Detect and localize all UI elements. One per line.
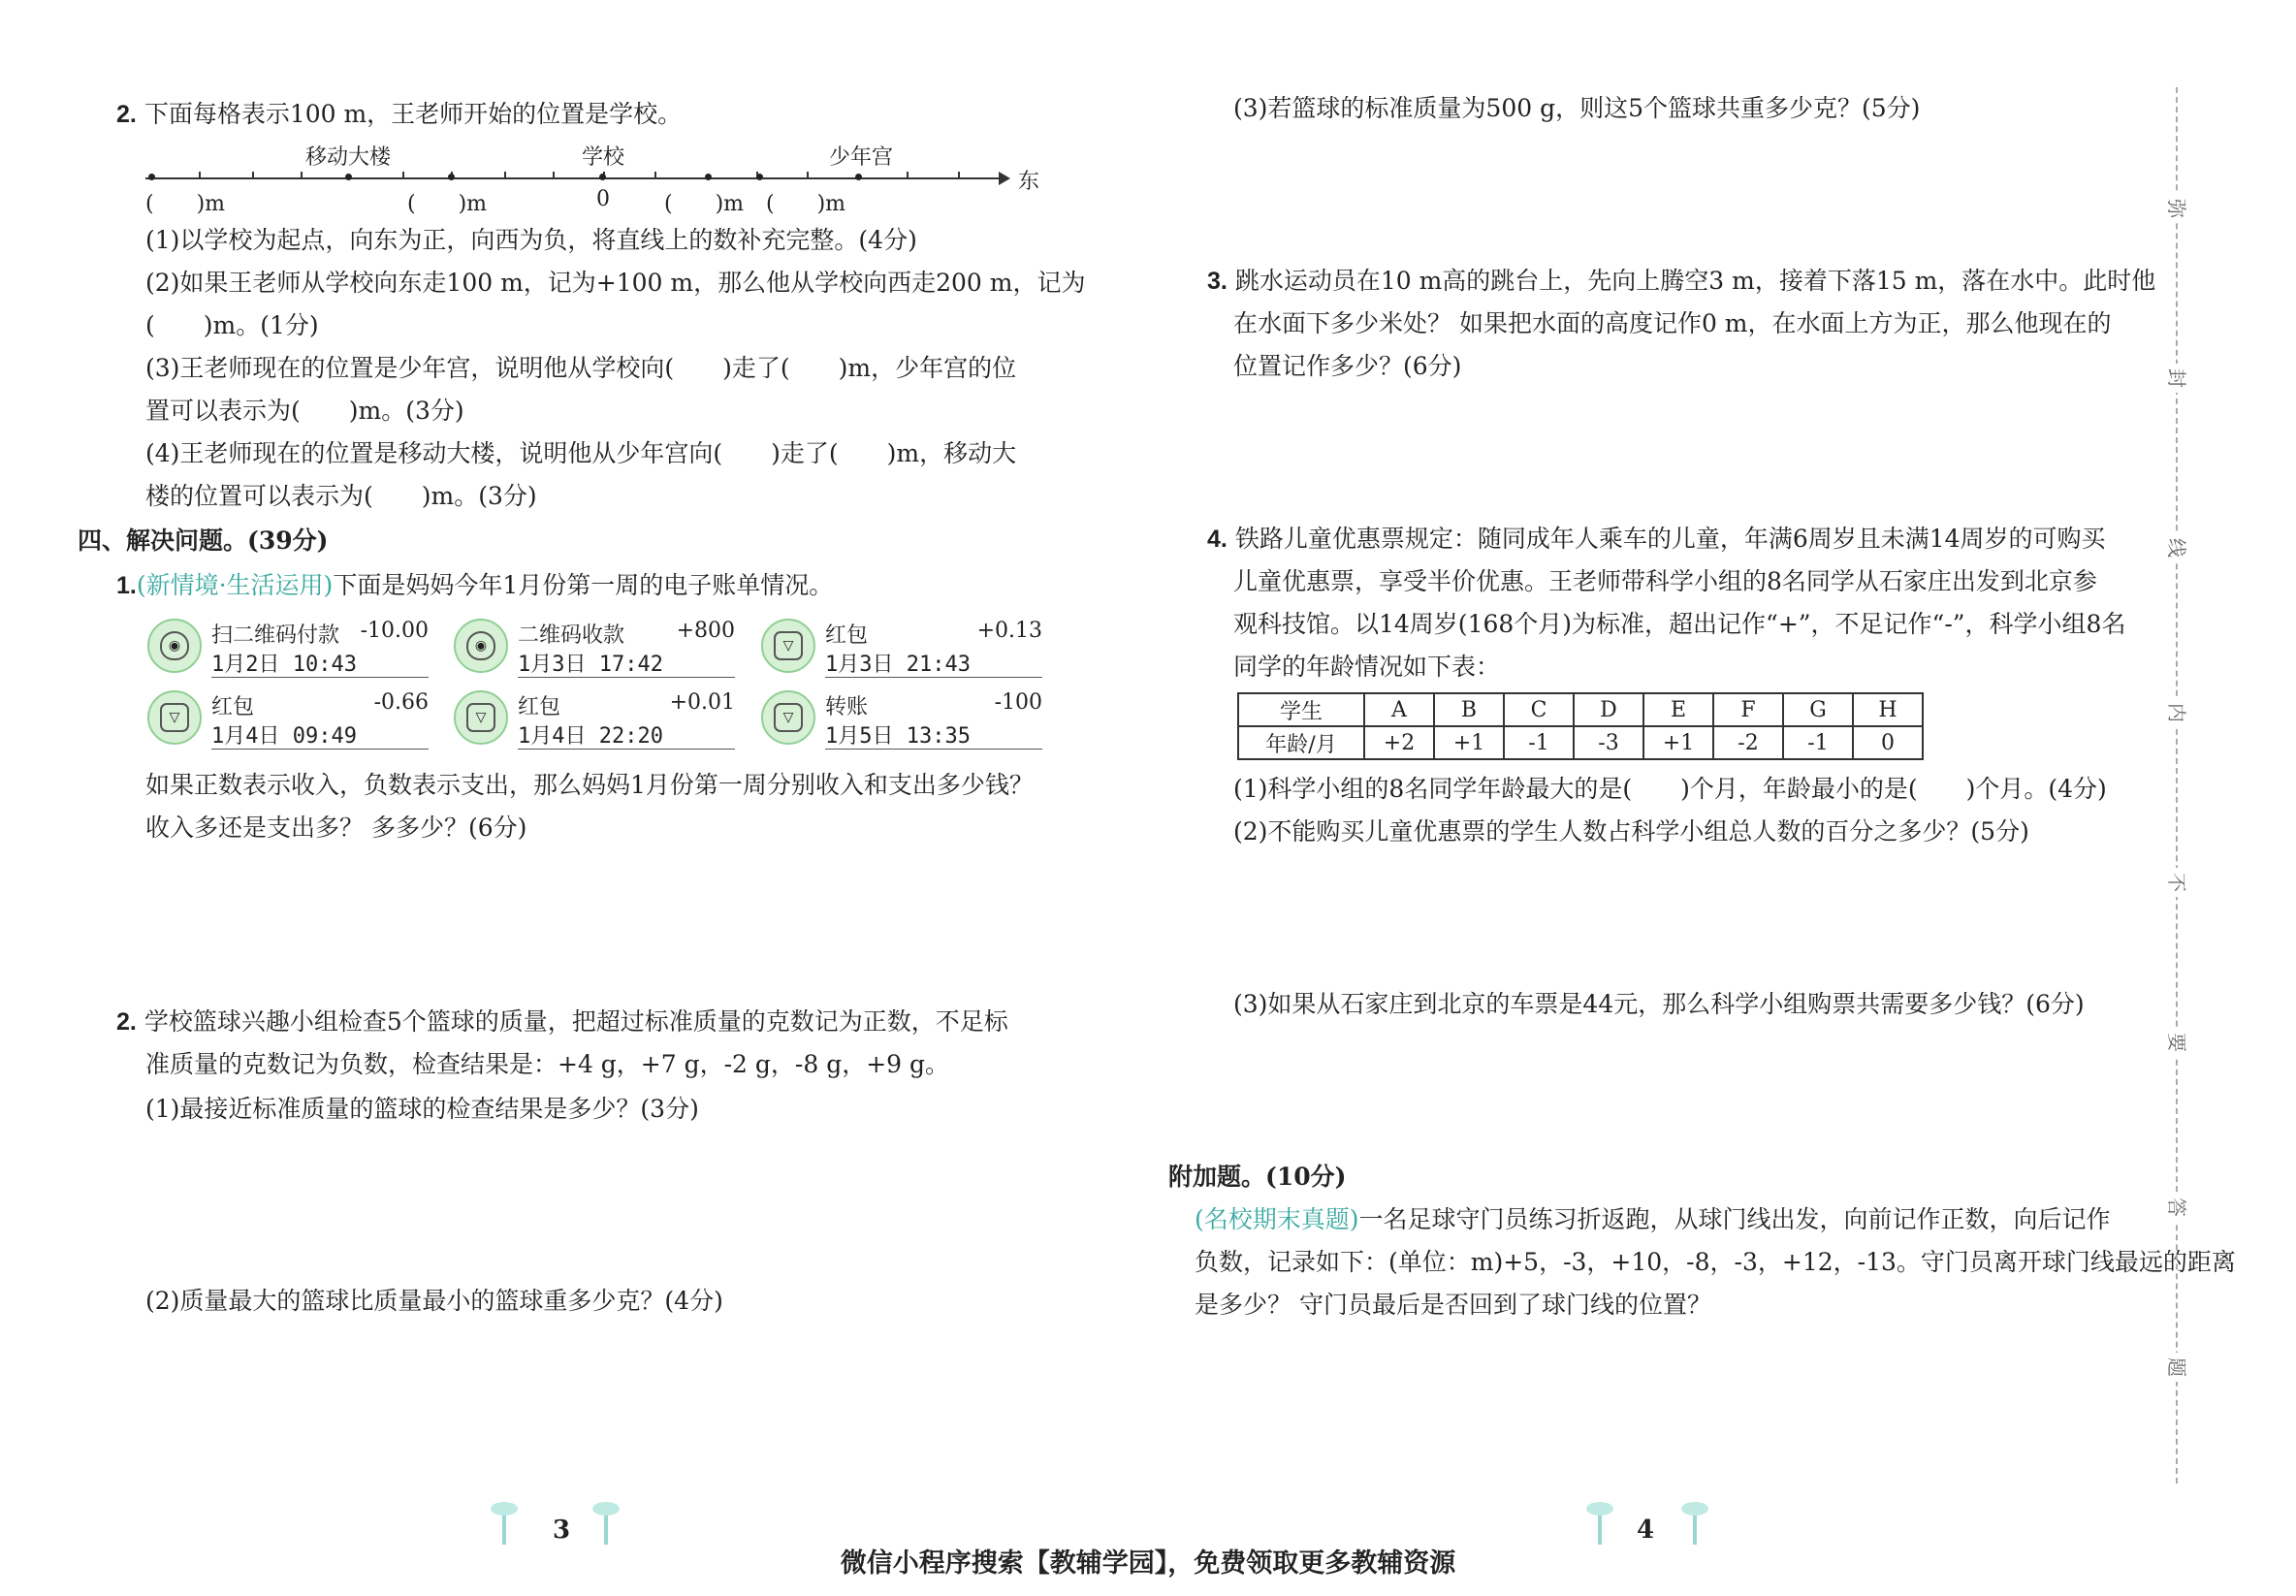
red-envelope-icon: ▽ — [454, 690, 508, 745]
section-4-title: 四、解决问题。(39分) — [78, 527, 329, 555]
footer-banner: 微信小程序搜索【教辅学园】，免费领取更多教辅资源 — [840, 1548, 1456, 1579]
red-envelope-icon: ▽ — [147, 690, 202, 745]
p1-ask2: 收入多还是支出多？ 多多少？(6分) — [145, 814, 527, 842]
tick — [199, 172, 201, 179]
q2-sub3b: 置可以表示为( )m。(3分) — [145, 397, 464, 425]
bill-name: 转账 — [825, 695, 869, 719]
binding-char: 弥 — [2162, 194, 2191, 223]
bill-time: 1月4日 09:49 — [211, 724, 357, 749]
red-envelope-icon: ▽ — [761, 619, 815, 673]
binding-char: 封 — [2162, 364, 2191, 393]
bill-item — [454, 690, 735, 750]
student-age: -1 — [1504, 726, 1574, 759]
extra-l1: 一名足球守门员练习折返跑，从球门线出发，向前记作正数，向后记作 — [1358, 1205, 2111, 1233]
p4-sub3: (3)如果从石家庄到北京的车票是44元，那么科学小组购票共需要多少钱？(6分) — [1233, 990, 2085, 1018]
binding-char: 内 — [2162, 698, 2191, 727]
p4-line1 — [1207, 522, 2106, 557]
arrow-right-icon — [999, 172, 1010, 185]
bill-amount: -10.00 — [360, 619, 429, 643]
bill-item — [454, 619, 735, 679]
qr-bag-icon: ◉ — [147, 619, 202, 673]
student-age: -3 — [1574, 726, 1643, 759]
p1-tag: (新情境·生活运用) — [136, 571, 334, 599]
bill-name: 红包 — [825, 623, 869, 648]
q2-sub4b: 楼的位置可以表示为( )m。(3分) — [145, 482, 537, 510]
p2-sub3: (3)若篮球的标准质量为500 g，则这5个篮球共重多少克？(5分) — [1233, 94, 1921, 122]
p3-l2: 在水面下多少米处？ 如果把水面的高度记作0 m，在水面上方为正，那么他现在的 — [1233, 309, 2112, 337]
tick — [402, 172, 404, 179]
point — [756, 174, 763, 180]
tick — [252, 172, 254, 179]
point — [345, 174, 352, 180]
value-zero: 0 — [596, 187, 610, 211]
p3-l1: 跳水运动员在10 m高的跳台上，先向上腾空3 m，接着下落15 m，落在水中。此时他 — [1234, 267, 2156, 295]
label-east: 东 — [1018, 170, 1040, 194]
extra-title: 附加题。(10分) — [1168, 1163, 1347, 1191]
value-blank-4[interactable]: ( )m — [766, 192, 846, 216]
p2-sub1: (1)最接近标准质量的篮球的检查结果是多少？(3分) — [145, 1095, 699, 1123]
bill-item — [147, 619, 429, 679]
p2-number: 2. — [116, 1008, 137, 1036]
bill-time: 1月4日 22:20 — [518, 724, 663, 749]
tick — [301, 172, 303, 179]
point — [599, 174, 606, 180]
tick — [504, 172, 506, 179]
palm-decoration — [1580, 1498, 1619, 1547]
binding-char: 不 — [2162, 868, 2191, 897]
student-name: H — [1853, 693, 1923, 726]
bill-time: 1月5日 13:35 — [825, 724, 971, 749]
p1-number: 1. — [116, 572, 137, 599]
palm-decoration — [1675, 1498, 1714, 1547]
bill-amount: +0.01 — [669, 690, 735, 715]
point — [148, 174, 155, 180]
bill-item — [147, 690, 429, 750]
bill-amount: +0.13 — [976, 619, 1042, 643]
student-age: -2 — [1713, 726, 1783, 759]
q2-sub1: (1)以学校为起点，向东为正，向西为负，将直线上的数补充完整。(4分) — [145, 226, 917, 254]
bill-time: 1月3日 17:42 — [518, 653, 663, 677]
qr-bag-icon: ◉ — [454, 619, 508, 673]
point — [705, 174, 712, 180]
p4-sub2: (2)不能购买儿童优惠票的学生人数占科学小组总人数的百分之多少？(5分) — [1233, 817, 2029, 846]
bill-item — [761, 619, 1042, 679]
q2-sub2a: (2)如果王老师从学校向东走100 m，记为+100 m，那么他从学校向西走200 m，记为 — [145, 269, 1086, 297]
bill-name: 扫二维码付款 — [211, 623, 340, 648]
tick — [958, 172, 960, 179]
bill-time: 1月2日 10:43 — [211, 653, 357, 677]
binding-char: 题 — [2162, 1353, 2191, 1382]
p4-sub1: (1)科学小组的8名同学年龄最大的是( )个月，年龄最小的是( )个月。(4分) — [1233, 775, 2107, 803]
bill-amount: -100 — [994, 690, 1042, 715]
bill-amount: -0.66 — [373, 690, 429, 715]
value-blank-2[interactable]: ( )m — [407, 192, 488, 216]
student-age: +2 — [1364, 726, 1434, 759]
student-age: +1 — [1434, 726, 1504, 759]
student-name: C — [1504, 693, 1574, 726]
binding-char: 答 — [2162, 1193, 2191, 1222]
p4-l2: 儿童优惠票，享受半价优惠。王老师带科学小组的8名同学从石家庄出发到北京参 — [1233, 567, 2097, 595]
value-blank-1[interactable]: ( )m — [145, 192, 226, 216]
tick — [807, 172, 809, 179]
student-name: G — [1783, 693, 1853, 726]
bill-time: 1月3日 21:43 — [825, 653, 971, 677]
binding-char: 要 — [2162, 1028, 2191, 1057]
student-age: 0 — [1853, 726, 1923, 759]
page-number-right: 4 — [1637, 1516, 1655, 1545]
tick — [654, 172, 656, 179]
p2-sub2: (2)质量最大的篮球比质量最小的篮球重多少克？(4分) — [145, 1287, 723, 1315]
table-row — [1238, 726, 1923, 759]
p4-number: 4. — [1207, 526, 1228, 553]
number-line-axis — [145, 177, 1004, 179]
bill-amount: +800 — [676, 619, 735, 643]
bill-name: 红包 — [518, 695, 561, 719]
label-mobile-building: 移动大楼 — [305, 145, 392, 170]
q2-sub3a: (3)王老师现在的位置是少年宫，说明他从学校向( )走了( )m，少年宫的位 — [145, 354, 1017, 382]
p4-l1: 铁路儿童优惠票规定：随同成年人乘车的儿童，年满6周岁且未满14周岁的可购买 — [1234, 525, 2106, 553]
extra-l3: 是多少？ 守门员最后是否回到了球门线的位置？ — [1195, 1291, 1711, 1319]
p2-text2: 准质量的克数记为负数，检查结果是：+4 g，+7 g，-2 g，-8 g，+9 g。 — [145, 1050, 950, 1078]
student-age: +1 — [1643, 726, 1713, 759]
p4-l3: 观科技馆。以14周岁(168个月)为标准，超出记作“+”，不足记作“-”，科学小组8名 — [1233, 610, 2126, 638]
q2-line — [116, 97, 682, 132]
q2-sub4a: (4)王老师现在的位置是移动大楼，说明他从少年宫向( )走了( )m，移动大 — [145, 439, 1017, 467]
p4-l4: 同学的年龄情况如下表： — [1233, 653, 1501, 681]
bill-name: 红包 — [211, 695, 255, 719]
label-youth-palace: 少年宫 — [829, 145, 894, 170]
binding-char: 线 — [2162, 533, 2191, 562]
student-age: -1 — [1783, 726, 1853, 759]
value-blank-3[interactable]: ( )m — [664, 192, 745, 216]
student-name: A — [1364, 693, 1434, 726]
red-envelope-icon: ▽ — [761, 690, 815, 745]
point — [855, 174, 862, 180]
table-header-label: 学生 — [1238, 693, 1364, 726]
student-name: B — [1434, 693, 1504, 726]
student-name: F — [1713, 693, 1783, 726]
p2-text1: 学校篮球兴趣小组检查5个篮球的质量，把超过标准质量的克数记为正数，不足标 — [144, 1007, 1008, 1036]
p3-l3: 位置记作多少？(6分) — [1233, 352, 1462, 380]
tick — [907, 172, 909, 179]
label-school: 学校 — [582, 145, 625, 170]
palm-decoration — [587, 1498, 625, 1547]
p1-text: 下面是妈妈今年1月份第一周的电子账单情况。 — [333, 571, 834, 599]
q2-text: 下面每格表示100 m，王老师开始的位置是学校。 — [144, 100, 683, 128]
bill-name: 二维码收款 — [518, 623, 625, 648]
bill-item — [761, 690, 1042, 750]
age-table — [1237, 692, 1924, 760]
binding-dashed-line — [2176, 87, 2178, 1484]
point — [448, 174, 455, 180]
student-name: D — [1574, 693, 1643, 726]
extra-l2: 负数，记录如下：(单位：m)+5，-3，+10，-8，-3，+12，-13。守门员离开球门线最远的距离 — [1195, 1248, 2236, 1276]
student-name: E — [1643, 693, 1713, 726]
table-row-label: 年龄/月 — [1238, 726, 1364, 759]
q2-number: 2. — [116, 101, 137, 128]
table-row — [1238, 693, 1923, 726]
p3-number: 3. — [1207, 268, 1228, 295]
extra-tag: (名校期末真题) — [1195, 1205, 1359, 1233]
q2-sub2b: ( )m。(1分) — [145, 311, 319, 339]
p3-line1 — [1207, 264, 2155, 299]
tick — [553, 172, 555, 179]
extra-line1 — [1195, 1202, 2111, 1237]
p1-line — [116, 568, 833, 603]
p1-ask1: 如果正数表示收入，负数表示支出，那么妈妈1月份第一周分别收入和支出多少钱？ — [145, 771, 1034, 799]
page-number-left: 3 — [553, 1516, 571, 1545]
p2-line1 — [116, 1005, 1008, 1039]
palm-decoration — [485, 1498, 524, 1547]
